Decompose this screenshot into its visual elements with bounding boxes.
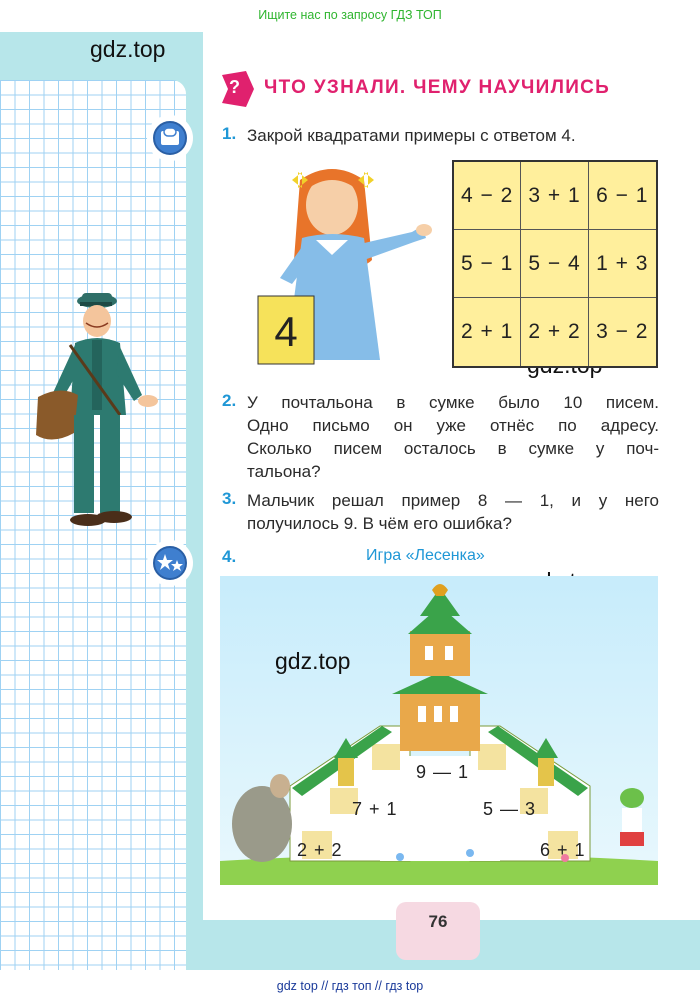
task-2-line: тальона?: [247, 462, 321, 481]
ladder-game-scene: [220, 576, 658, 885]
footer: [0, 970, 700, 1004]
number-card: 4: [274, 308, 298, 355]
grid-cell[interactable]: 5 − 4: [521, 230, 588, 298]
game-title: Игра «Лесенка»: [366, 547, 485, 564]
question-badge-label: ?: [229, 77, 240, 97]
task-2-text: [247, 391, 659, 483]
grid-cell[interactable]: 3 + 1: [521, 162, 588, 230]
top-banner: [0, 0, 700, 32]
ladder-equation: 2 + 2: [297, 840, 343, 860]
grid-cell[interactable]: 4 − 2: [454, 162, 521, 230]
top-banner-text[interactable]: Ищите нас по запросу ГДЗ ТОП: [258, 8, 442, 22]
task-2-line: Одно письмо он уже отнёс по адресу.: [247, 416, 659, 435]
task-3-line: Мальчик решал пример 8 — 1, и у него: [247, 491, 659, 510]
notebook-icon: [150, 118, 190, 158]
grid-cell[interactable]: 2 + 2: [521, 298, 588, 366]
task-1-text: [247, 124, 659, 147]
grid-cell[interactable]: 5 − 1: [454, 230, 521, 298]
watermark: gdz.top: [90, 36, 166, 62]
task-3-number: 3.: [222, 489, 237, 508]
footer-links[interactable]: gdz top // гдз топ // гдз top: [276, 979, 424, 993]
grid-cell[interactable]: 1 + 3: [589, 230, 656, 298]
task-1-number: 1.: [222, 124, 237, 143]
ladder-equation: 5 — 3: [483, 799, 537, 819]
ladder-equation: 9 — 1: [416, 762, 470, 782]
grid-cell[interactable]: 3 − 2: [596, 320, 649, 343]
task-2-line: У почтальона в сумке было 10 писем.: [247, 393, 659, 412]
stars-icon: [150, 543, 190, 583]
task-4-number: 4.: [222, 547, 237, 566]
page-number-tab: [396, 902, 480, 960]
ladder-equation: 7 + 1: [352, 799, 398, 819]
task-1-line: Закрой квадратами примеры с ответом 4.: [247, 126, 576, 145]
watermark: gdz.top: [275, 648, 351, 674]
postman-illustration: [30, 285, 160, 535]
task-2-line: Сколько писем осталось в сумке у поч-: [247, 439, 659, 458]
examples-grid: [452, 160, 658, 368]
grid-cell[interactable]: 6 − 1: [589, 162, 656, 230]
page-number: 76: [428, 912, 448, 931]
task-3-line: получилось 9. В чём его ошибка?: [247, 514, 512, 533]
task-3-text: [247, 489, 659, 535]
task-2-number: 2.: [222, 391, 237, 410]
ladder-equation: 6 + 1: [540, 840, 586, 860]
section-title: ЧТО УЗНАЛИ. ЧЕМУ НАУЧИЛИСЬ: [264, 77, 611, 98]
grid-cell[interactable]: 2 + 1: [454, 298, 521, 366]
